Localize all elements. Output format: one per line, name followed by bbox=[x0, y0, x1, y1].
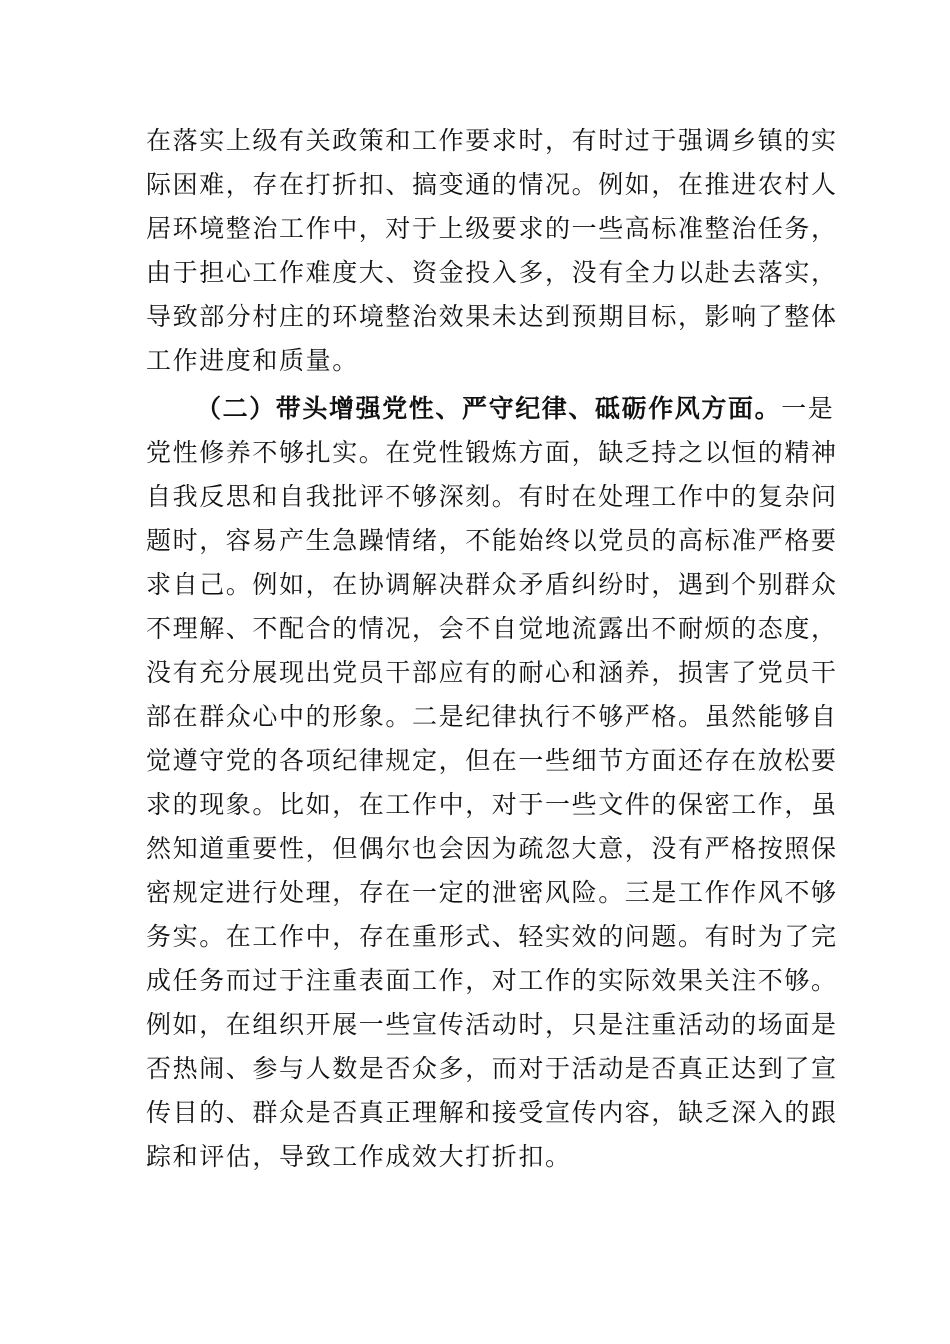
paragraph-2-line-12: 务实。在工作中，存在重形式、轻实效的问题。有时为了完 bbox=[146, 922, 838, 951]
paragraph-2-line-15: 否热闹、参与人数是否众多，而对于活动是否真正达到了宣 bbox=[146, 1054, 838, 1083]
section-heading-tail: 一是 bbox=[781, 394, 835, 423]
paragraph-2-line-11: 密规定进行处理，存在一定的泄密风险。三是工作作风不够 bbox=[146, 878, 838, 907]
paragraph-2-line-13: 成任务而过于注重表面工作，对工作的实际效果关注不够。 bbox=[146, 966, 838, 995]
paragraph-2-line-3: 题时，容易产生急躁情绪，不能始终以党员的高标准严格要 bbox=[146, 526, 838, 555]
paragraph-1-line-6: 工作进度和质量。 bbox=[146, 346, 359, 375]
paragraph-1-line-2: 际困难，存在打折扣、搞变通的情况。例如，在推进农村人 bbox=[146, 170, 838, 199]
paragraph-2-line-5: 不理解、不配合的情况，会不自觉地流露出不耐烦的态度， bbox=[146, 614, 838, 643]
paragraph-2-line-4: 求自己。例如，在协调解决群众矛盾纠纷时，遇到个别群众 bbox=[146, 570, 838, 599]
paragraph-2-line-9: 求的现象。比如，在工作中，对于一些文件的保密工作，虽 bbox=[146, 790, 838, 819]
paragraph-2-line-2: 自我反思和自我批评不够深刻。有时在处理工作中的复杂问 bbox=[146, 482, 838, 511]
paragraph-1-line-3: 居环境整治工作中，对于上级要求的一些高标准整治任务， bbox=[146, 214, 838, 243]
paragraph-1-line-1: 在落实上级有关政策和工作要求时，有时过于强调乡镇的实 bbox=[146, 126, 838, 155]
paragraph-1-line-5: 导致部分村庄的环境整治效果未达到预期目标，影响了整体 bbox=[146, 302, 838, 331]
paragraph-2-line-17: 踪和评估，导致工作成效大打折扣。 bbox=[146, 1142, 572, 1171]
paragraph-2-line-16: 传目的、群众是否真正理解和接受宣传内容，缺乏深入的跟 bbox=[146, 1098, 838, 1127]
paragraph-2-line-6: 没有充分展现出党员干部应有的耐心和涵养，损害了党员干 bbox=[146, 658, 838, 687]
paragraph-2-line-8: 觉遵守党的各项纪律规定，但在一些细节方面还存在放松要 bbox=[146, 746, 838, 775]
section-heading: （二）带头增强党性、严守纪律、砥砺作风方面。 bbox=[196, 394, 782, 423]
paragraph-2-line-10: 然知道重要性，但偶尔也会因为疏忽大意，没有严格按照保 bbox=[146, 834, 838, 863]
paragraph-1-line-4: 由于担心工作难度大、资金投入多，没有全力以赴去落实， bbox=[146, 258, 838, 287]
section-heading-line bbox=[196, 387, 835, 431]
paragraph-2-line-1: 党性修养不够扎实。在党性锻炼方面，缺乏持之以恒的精神 bbox=[146, 438, 838, 467]
paragraph-2-line-14: 例如，在组织开展一些宣传活动时，只是注重活动的场面是 bbox=[146, 1010, 838, 1039]
paragraph-2-line-7: 部在群众心中的形象。二是纪律执行不够严格。虽然能够自 bbox=[146, 702, 838, 731]
